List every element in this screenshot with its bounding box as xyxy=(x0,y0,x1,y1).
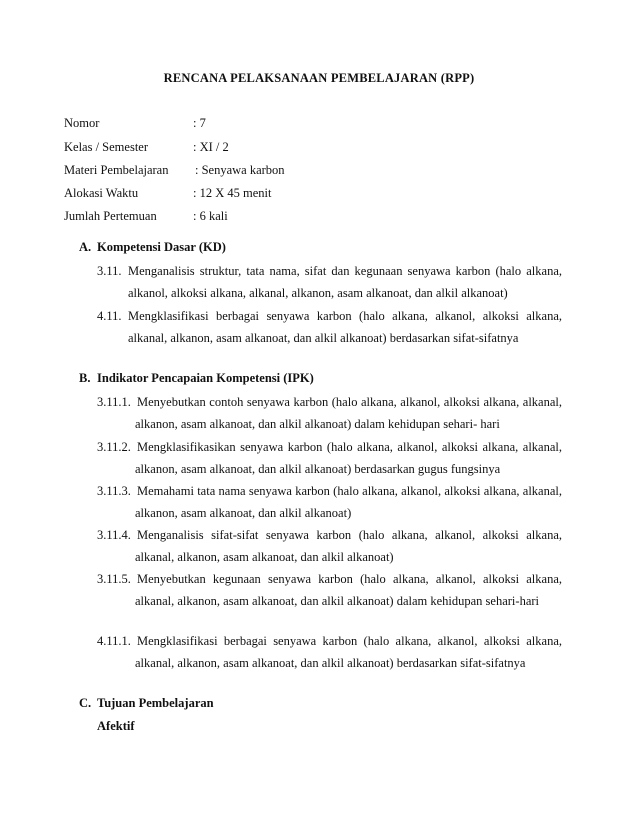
item-number: 3.11.5. xyxy=(97,572,131,586)
item-text-line1: Menganalisis sifat-sifat senyawa karbon (halo alkana, alkanol, alkoksi alkana, xyxy=(137,528,562,542)
info-label: Alokasi Waktu xyxy=(64,186,139,200)
section-c-heading xyxy=(79,696,214,711)
item-text-line2: alkanon, asam alkanoat, dan alkil alkanoat) dalam kehidupan sehari- hari xyxy=(135,417,500,431)
section-title: Indikator Pencapaian Kompetensi (IPK) xyxy=(97,371,314,385)
section-b-heading xyxy=(79,371,314,386)
info-value: : 7 xyxy=(193,116,206,130)
item-text-line2: alkanon, asam alkanoat, dan alkil alkanoat) berdasarkan gugus fungsinya xyxy=(135,462,501,476)
section-letter: C. xyxy=(79,696,92,710)
item-text-line2: alkanal, alkanon, asam alkanoat, dan alkil alkanoat) xyxy=(135,550,394,564)
item-number: 3.11.4. xyxy=(97,528,131,542)
item-number: 3.11. xyxy=(97,264,122,278)
item-text-line1: Mengklasifikasikan senyawa karbon (halo alkana, alkanol, alkoksi alkana, alkanal, xyxy=(137,440,562,454)
item-text-line2: alkanon, asam alkanoat, dan alkil alkanoat) xyxy=(135,506,352,520)
section-title: Tujuan Pembelajaran xyxy=(97,696,214,710)
item-number: 3.11.1. xyxy=(97,395,131,409)
page-title: RENCANA PELAKSANAAN PEMBELAJARAN (RPP) xyxy=(163,71,475,85)
info-label: Kelas / Semester xyxy=(64,140,149,154)
item-text-line1: Mengklasifikasi berbagai senyawa karbon (halo alkana, alkanol, alkoksi alkana, xyxy=(137,634,562,648)
item-text-line1: Menganalisis struktur, tata nama, sifat dan kegunaan senyawa karbon (halo alkana, xyxy=(128,264,562,278)
item-number: 3.11.2. xyxy=(97,440,131,454)
item-text-line1: Mengklasifikasi berbagai senyawa karbon (halo alkana, alkanol, alkoksi alkana, xyxy=(128,309,562,323)
item-number: 3.11.3. xyxy=(97,484,131,498)
item-text-line1: Memahami tata nama senyawa karbon (halo alkana, alkanol, alkoksi alkana, alkanal, xyxy=(137,484,562,498)
info-value: : 6 kali xyxy=(193,209,228,223)
item-text-line2: alkanol, alkoksi alkana, alkanal, alkanon, asam alkanoat, dan alkil alkanoat) xyxy=(128,286,508,300)
info-label: Materi Pembelajaran xyxy=(64,163,169,177)
section-title: Kompetensi Dasar (KD) xyxy=(97,240,226,254)
section-letter: A. xyxy=(79,240,92,254)
info-value: : XI / 2 xyxy=(193,140,229,154)
item-number: 4.11. xyxy=(97,309,122,323)
item-text-line1: Menyebutkan contoh senyawa karbon (halo alkana, alkanol, alkoksi alkana, alkanal, xyxy=(137,395,562,409)
info-value: : Senyawa karbon xyxy=(195,163,285,177)
item-text-line2: alkanal, alkanon, asam alkanoat, dan alkil alkanoat) berdasarkan sifat-sifatnya xyxy=(135,656,526,670)
info-value: : 12 X 45 menit xyxy=(193,186,272,200)
item-number: 4.11.1. xyxy=(97,634,131,648)
info-label: Nomor xyxy=(64,116,100,130)
item-text-line1: Menyebutkan kegunaan senyawa karbon (halo alkana, alkanol, alkoksi alkana, xyxy=(137,572,562,586)
info-label: Jumlah Pertemuan xyxy=(64,209,157,223)
section-c-subtitle: Afektif xyxy=(97,719,135,733)
section-a-heading xyxy=(79,240,226,255)
item-text-line2: alkanal, alkanon, asam alkanoat, dan alkil alkanoat) dalam kehidupan sehari-hari xyxy=(135,594,540,608)
section-letter: B. xyxy=(79,371,91,385)
item-text-line2: alkanal, alkanon, asam alkanoat, dan alkil alkanoat) berdasarkan sifat-sifatnya xyxy=(128,331,519,345)
